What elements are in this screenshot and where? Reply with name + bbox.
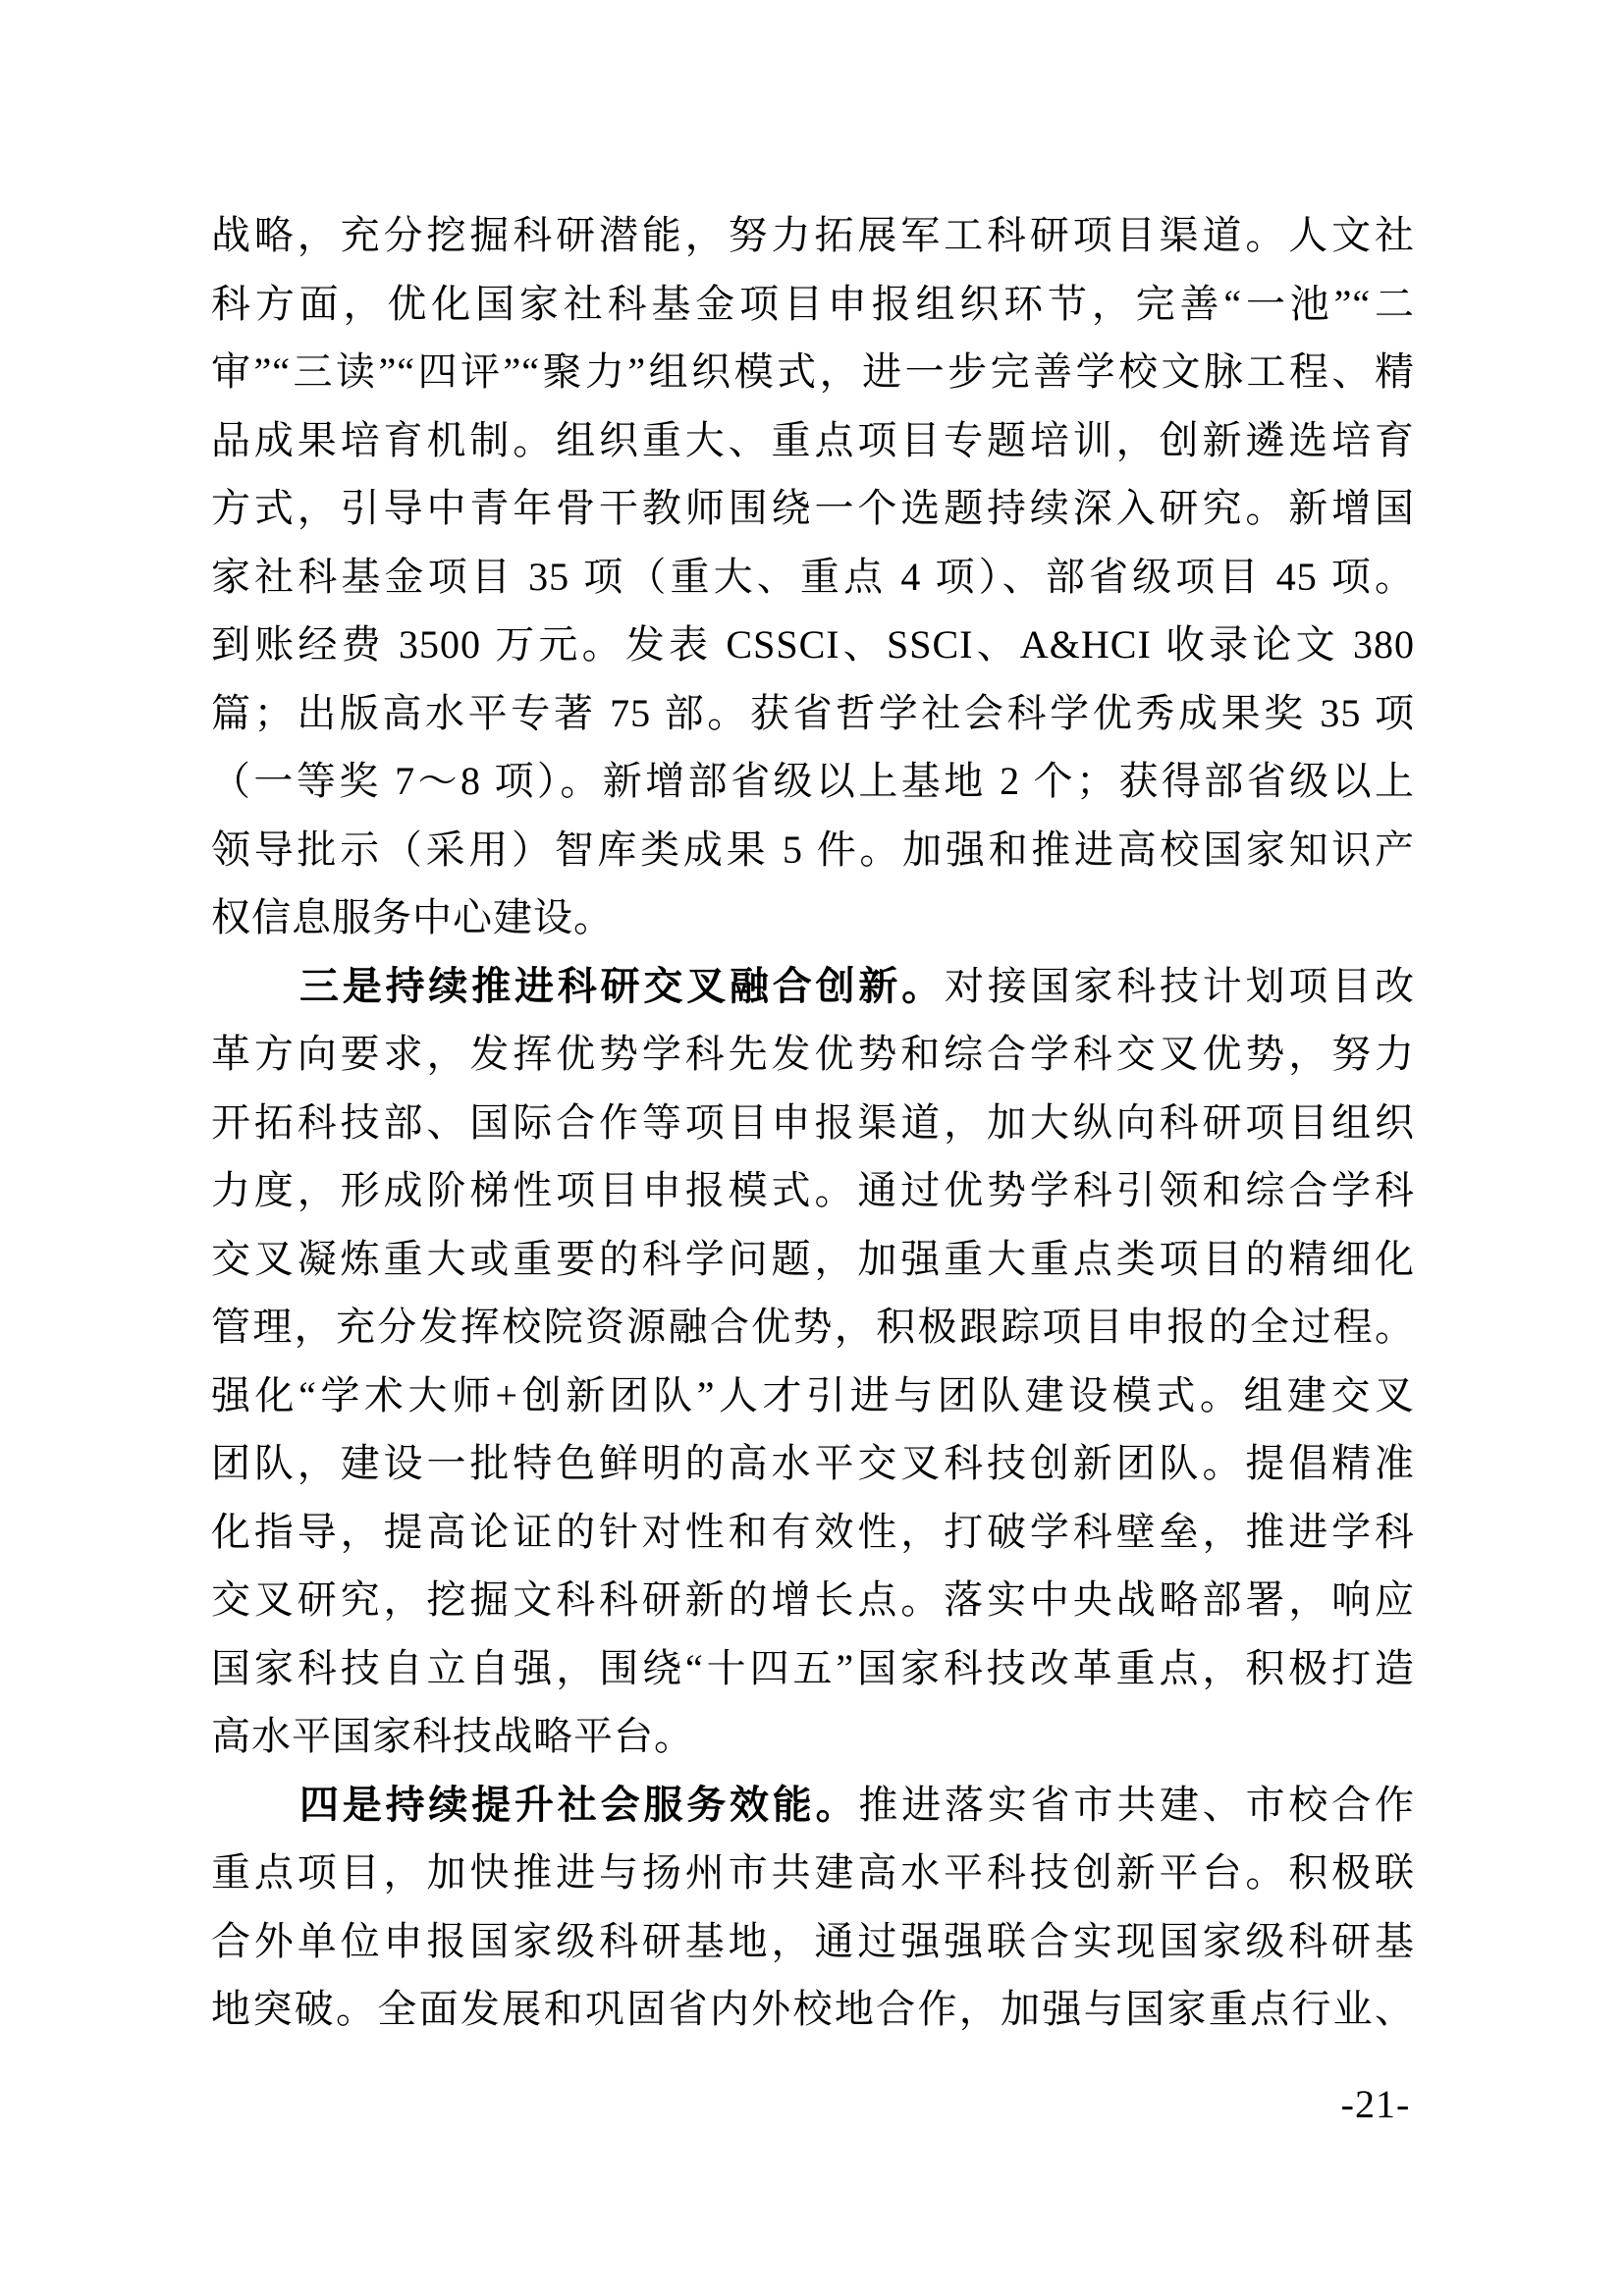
text-run: 家社科基金项目 35 项（重大、重点 4 项）、部省级项目 45 项。 [211, 554, 1415, 599]
bold-text-run: 四是持续提升社会服务效能。 [299, 1782, 859, 1827]
text-line [211, 816, 1415, 884]
body-text-block [211, 201, 1415, 2044]
text-line [211, 406, 1415, 475]
text-line [211, 747, 1415, 816]
text-line [211, 1702, 1415, 1771]
text-run: 化指导，提高论证的针对性和有效性，打破学科壁垒，推进学科 [211, 1509, 1415, 1554]
text-run: 管理，充分发挥校院资源融合优势，积极跟踪项目申报的全过程。 [211, 1305, 1415, 1349]
text-run: 对接国家科技计划项目改 [945, 963, 1415, 1008]
text-run: 重点项目，加快推进与扬州市共建高水平科技创新平台。积极联 [211, 1850, 1415, 1895]
text-line [211, 201, 1415, 270]
text-line [211, 543, 1415, 612]
text-run: 地突破。全面发展和巩固省内外校地合作，加强与国家重点行业、 [211, 1987, 1415, 2031]
text-line [211, 1089, 1415, 1157]
text-line [211, 1839, 1415, 1907]
text-line [211, 883, 1415, 952]
text-run: 强化“学术大师+创新团队”人才引进与团队建设模式。组建交叉 [211, 1372, 1415, 1417]
text-line [211, 1429, 1415, 1498]
text-run: 科方面，优化国家社科基金项目申报组织环节，完善“一池”“二 [211, 281, 1415, 326]
text-line [211, 1156, 1415, 1225]
text-line [211, 1975, 1415, 2044]
text-run: 合外单位申报国家级科研基地，通过强强联合实现国家级科研基 [211, 1918, 1415, 1963]
text-line [211, 338, 1415, 406]
text-run: 到账经费 3500 万元。发表 CSSCI、SSCI、A&HCI 收录论文 380 [211, 622, 1415, 667]
text-line [211, 1634, 1415, 1703]
text-line [211, 611, 1415, 679]
text-line [211, 1020, 1415, 1089]
text-run: 审”“三读”“四评”“聚力”组织模式，进一步完善学校文脉工程、精 [211, 349, 1415, 394]
text-run: 力度，形成阶梯性项目申报模式。通过优势学科引领和综合学科 [211, 1168, 1415, 1212]
text-line [211, 1566, 1415, 1634]
text-run: 篇；出版高水平专著 75 部。获省哲学社会科学优秀成果奖 35 项 [211, 690, 1415, 735]
text-line [211, 1293, 1415, 1362]
text-line [211, 1225, 1415, 1294]
text-run: 推进落实省市共建、市校合作 [858, 1782, 1416, 1827]
text-line [211, 1362, 1415, 1430]
text-run: 权信息服务中心建设。 [211, 895, 614, 939]
text-line [211, 1907, 1415, 1976]
bold-text-run: 三是持续推进科研交叉融合创新。 [299, 963, 945, 1008]
text-line [211, 679, 1415, 748]
text-run: 国家科技自立自强，围绕“十四五”国家科技改革重点，积极打造 [211, 1645, 1415, 1690]
page-number: -21- [1340, 2082, 1411, 2126]
text-run: 方式，引导中青年骨干教师围绕一个选题持续深入研究。新增国 [211, 486, 1415, 530]
text-run: 交叉研究，挖掘文科科研新的增长点。落实中央战略部署，响应 [211, 1577, 1415, 1622]
text-run: （一等奖 7～8 项）。新增部省级以上基地 2 个；获得部省级以上 [211, 759, 1415, 803]
text-run: 高水平国家科技战略平台。 [211, 1714, 694, 1758]
text-run: 领导批示（采用）智库类成果 5 件。加强和推进高校国家知识产 [211, 827, 1415, 872]
text-line [211, 474, 1415, 543]
text-run: 品成果培育机制。组织重大、重点项目专题培训，创新遴选培育 [211, 417, 1415, 462]
text-run: 开拓科技部、国际合作等项目申报渠道，加大纵向科研项目组织 [211, 1099, 1415, 1145]
text-line [211, 270, 1415, 339]
text-line [211, 1771, 1415, 1840]
text-run: 战略，充分挖掘科研潜能，努力拓展军工科研项目渠道。人文社 [211, 213, 1415, 257]
text-line [211, 1498, 1415, 1567]
text-line [211, 952, 1415, 1021]
text-run: 革方向要求，发挥优势学科先发优势和综合学科交叉优势，努力 [211, 1032, 1415, 1076]
text-run: 交叉凝炼重大或重要的科学问题，加强重大重点类项目的精细化 [211, 1236, 1415, 1281]
text-run: 团队，建设一批特色鲜明的高水平交叉科技创新团队。提倡精准 [211, 1441, 1415, 1485]
